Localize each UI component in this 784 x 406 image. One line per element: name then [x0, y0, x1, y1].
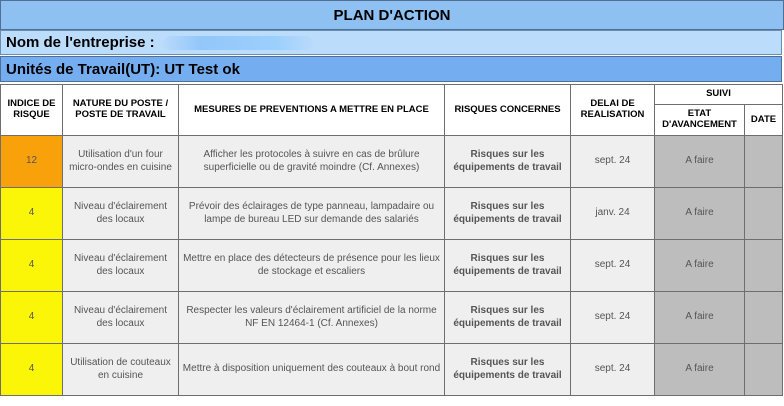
cell-mesure: Afficher les protocoles à suivre en cas de brûlure superficielle ou de gravité moindre (Cf. Annexes) [179, 136, 445, 188]
company-label: Nom de l'entreprise : [6, 34, 155, 51]
cell-risque: Risques sur les équipements de travail [445, 292, 571, 344]
cell-delai: sept. 24 [571, 240, 655, 292]
table-row [1, 188, 783, 240]
cell-etat: A faire [655, 344, 745, 396]
cell-mesure: Mettre à disposition uniquement des couteaux à bout rond [179, 344, 445, 396]
col-header-mesures: MESURES DE PREVENTIONS A METTRE EN PLACE [179, 85, 445, 136]
cell-indice: 4 [1, 188, 63, 240]
cell-nature: Utilisation d'un four micro-ondes en cuisine [63, 136, 179, 188]
col-header-nature: NATURE DU POSTE / POSTE DE TRAVAIL [63, 85, 179, 136]
cell-mesure: Prévoir des éclairages de type panneau, lampadaire ou lampe de bureau LED sur demande des salariés [179, 188, 445, 240]
cell-nature: Niveau d'éclairement des locaux [63, 188, 179, 240]
col-header-risques: RISQUES CONCERNES [445, 85, 571, 136]
cell-mesure: Respecter les valeurs d'éclairement artificiel de la norme NF EN 12464-1 (Cf. Annexes) [179, 292, 445, 344]
cell-nature: Niveau d'éclairement des locaux [63, 292, 179, 344]
cell-risque: Risques sur les équipements de travail [445, 136, 571, 188]
cell-date [745, 292, 783, 344]
col-header-suivi: SUIVI [655, 85, 783, 105]
cell-risque: Risques sur les équipements de travail [445, 240, 571, 292]
table-row [1, 292, 783, 344]
cell-delai: sept. 24 [571, 292, 655, 344]
cell-mesure: Mettre en place des détecteurs de présence pour les lieux de stockage et escaliers [179, 240, 445, 292]
cell-date [745, 240, 783, 292]
cell-indice: 4 [1, 240, 63, 292]
col-header-date: DATE [745, 105, 783, 136]
cell-indice: 12 [1, 136, 63, 188]
cell-etat: A faire [655, 240, 745, 292]
company-name-redaction [163, 36, 313, 50]
work-unit-bar: Unités de Travail(UT): UT Test ok [0, 56, 782, 82]
action-plan-table [0, 84, 783, 396]
col-header-indice: INDICE DE RISQUE [1, 85, 63, 136]
cell-etat: A faire [655, 188, 745, 240]
company-bar [0, 30, 782, 55]
table-row [1, 136, 783, 188]
col-header-etat: ETAT D'AVANCEMENT [655, 105, 745, 136]
cell-risque: Risques sur les équipements de travail [445, 344, 571, 396]
cell-etat: A faire [655, 292, 745, 344]
col-header-delai: DELAI DE REALISATION [571, 85, 655, 136]
table-body [1, 136, 783, 396]
table-row [1, 344, 783, 396]
cell-date [745, 136, 783, 188]
cell-risque: Risques sur les équipements de travail [445, 188, 571, 240]
cell-delai: janv. 24 [571, 188, 655, 240]
plan-title: PLAN D'ACTION [0, 0, 784, 30]
cell-indice: 4 [1, 344, 63, 396]
cell-date [745, 188, 783, 240]
cell-nature: Niveau d'éclairement des locaux [63, 240, 179, 292]
cell-delai: sept. 24 [571, 344, 655, 396]
cell-date [745, 344, 783, 396]
cell-indice: 4 [1, 292, 63, 344]
table-row [1, 240, 783, 292]
cell-delai: sept. 24 [571, 136, 655, 188]
cell-etat: A faire [655, 136, 745, 188]
cell-nature: Utilisation de couteaux en cuisine [63, 344, 179, 396]
